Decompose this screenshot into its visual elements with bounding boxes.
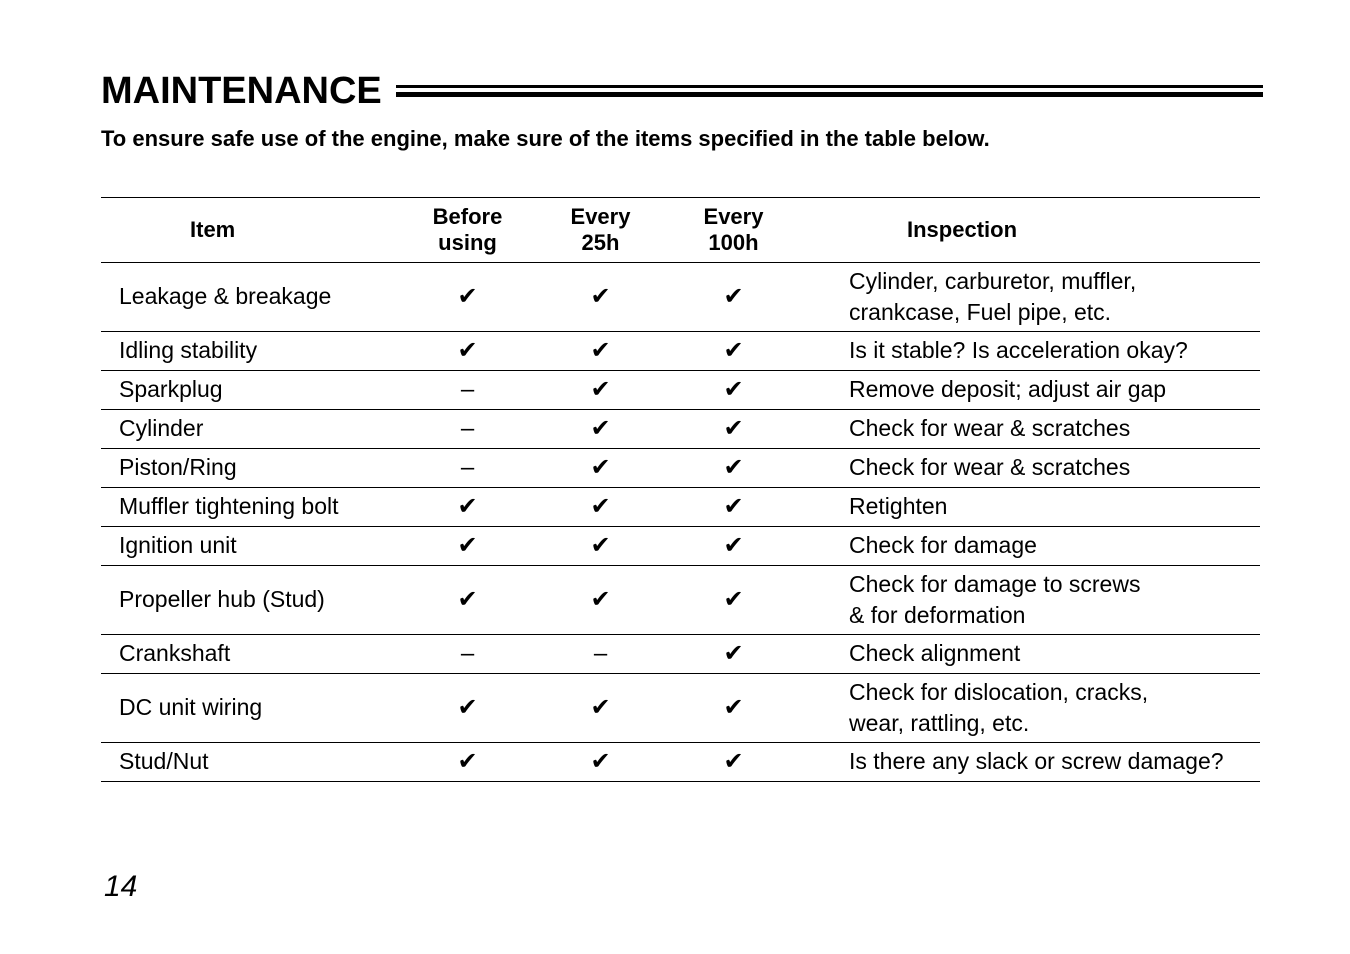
page-number: 14 xyxy=(104,870,138,903)
row-every-100h-mark-cell xyxy=(667,449,800,488)
row-inspection-line: Cylinder, carburetor, muffler, xyxy=(849,267,1137,294)
header-item: Item xyxy=(101,198,401,263)
row-item-name: Muffler tightening bolt xyxy=(101,488,401,527)
row-item-name: Stud/Nut xyxy=(101,743,401,782)
section-title: MAINTENANCE xyxy=(101,69,382,112)
row-before-using-mark: – xyxy=(460,375,475,403)
row-before-using-mark-cell xyxy=(401,566,534,635)
row-every-100h-mark: ✔ xyxy=(723,336,744,364)
table-row xyxy=(101,332,1260,371)
row-item-name: Idling stability xyxy=(101,332,401,371)
row-before-using-mark-cell xyxy=(401,635,534,674)
header-every-25h-line2: 25h xyxy=(581,230,620,255)
row-inspection-line: Is it stable? Is acceleration okay? xyxy=(849,337,1188,364)
row-before-using-mark-cell xyxy=(401,527,534,566)
header-inspection xyxy=(800,198,1260,263)
row-inspection-line: wear, rattling, etc. xyxy=(849,710,1030,736)
row-every-100h-mark-cell xyxy=(667,743,800,782)
row-inspection-line: Check for dislocation, cracks, xyxy=(849,678,1149,705)
header-every-25h xyxy=(534,198,667,263)
title-rule-thin xyxy=(396,85,1263,88)
table-row xyxy=(101,410,1260,449)
row-inspection-line: Remove deposit; adjust air gap xyxy=(849,376,1167,403)
row-inspection xyxy=(800,488,1260,527)
row-every-100h-mark-cell xyxy=(667,527,800,566)
row-every-25h-mark-cell xyxy=(534,527,667,566)
row-every-100h-mark: ✔ xyxy=(723,693,744,721)
maintenance-table xyxy=(101,197,1260,782)
row-every-100h-mark: ✔ xyxy=(723,492,744,520)
row-before-using-mark-cell xyxy=(401,674,534,743)
row-every-25h-mark-cell xyxy=(534,371,667,410)
row-every-100h-mark: ✔ xyxy=(723,747,744,775)
row-item-name: Crankshaft xyxy=(101,635,401,674)
row-before-using-mark-cell xyxy=(401,488,534,527)
row-item-name: Cylinder xyxy=(101,410,401,449)
header-every-100h xyxy=(667,198,800,263)
row-every-25h-mark-cell xyxy=(534,674,667,743)
row-before-using-mark-cell xyxy=(401,743,534,782)
row-inspection-line: Retighten xyxy=(849,493,948,520)
row-every-100h-mark: ✔ xyxy=(723,414,744,442)
row-every-25h-mark-cell xyxy=(534,635,667,674)
table-row xyxy=(101,527,1260,566)
row-before-using-mark: ✔ xyxy=(457,282,478,310)
row-every-100h-mark-cell xyxy=(667,371,800,410)
header-before-using-line1: Before xyxy=(432,203,503,229)
table-row xyxy=(101,263,1260,332)
row-before-using-mark: ✔ xyxy=(457,336,478,364)
row-inspection xyxy=(800,332,1260,371)
row-every-25h-mark: ✔ xyxy=(590,492,611,520)
header-every-25h-line1: Every xyxy=(570,203,631,229)
row-every-100h-mark: ✔ xyxy=(723,282,744,310)
row-every-100h-mark: ✔ xyxy=(723,585,744,613)
row-inspection xyxy=(800,527,1260,566)
row-before-using-mark-cell xyxy=(401,410,534,449)
row-every-25h-mark: ✔ xyxy=(590,375,611,403)
table-row xyxy=(101,488,1260,527)
row-every-100h-mark: ✔ xyxy=(723,639,744,667)
row-every-25h-mark-cell xyxy=(534,263,667,332)
row-before-using-mark-cell xyxy=(401,332,534,371)
title-rule-thick xyxy=(396,92,1263,97)
row-inspection xyxy=(800,635,1260,674)
row-every-100h-mark-cell xyxy=(667,263,800,332)
row-before-using-mark: – xyxy=(460,414,475,442)
row-inspection xyxy=(800,410,1260,449)
row-item-name: Sparkplug xyxy=(101,371,401,410)
row-item-name: Leakage & breakage xyxy=(101,263,401,332)
row-before-using-mark: – xyxy=(460,639,475,667)
row-every-100h-mark-cell xyxy=(667,488,800,527)
row-every-100h-mark: ✔ xyxy=(723,375,744,403)
row-inspection-line: & for deformation xyxy=(849,602,1026,628)
row-every-25h-mark-cell xyxy=(534,488,667,527)
row-inspection-line: Check for wear & scratches xyxy=(849,454,1131,481)
row-before-using-mark: ✔ xyxy=(457,693,478,721)
row-item-name: DC unit wiring xyxy=(101,674,401,743)
row-before-using-mark: – xyxy=(460,453,475,481)
table-row xyxy=(101,635,1260,674)
row-every-100h-mark-cell xyxy=(667,635,800,674)
row-item-name: Piston/Ring xyxy=(101,449,401,488)
row-every-100h-mark: ✔ xyxy=(723,531,744,559)
row-inspection-line: Check for damage to screws xyxy=(849,570,1141,597)
row-inspection-line: crankcase, Fuel pipe, etc. xyxy=(849,299,1112,325)
row-every-25h-mark: ✔ xyxy=(590,453,611,481)
header-before-using-line2: using xyxy=(438,230,497,255)
intro-text: To ensure safe use of the engine, make sure of the items specified in the table below. xyxy=(101,126,990,151)
row-inspection-line: Check for wear & scratches xyxy=(849,415,1131,442)
row-before-using-mark: ✔ xyxy=(457,585,478,613)
row-before-using-mark: ✔ xyxy=(457,492,478,520)
title-double-rule xyxy=(396,85,1263,97)
header-inspection-label: Inspection xyxy=(907,216,1018,242)
row-every-25h-mark: ✔ xyxy=(590,693,611,721)
header-every-100h-line2: 100h xyxy=(708,230,759,255)
row-every-25h-mark-cell xyxy=(534,449,667,488)
row-every-25h-mark-cell xyxy=(534,332,667,371)
row-every-25h-mark-cell xyxy=(534,566,667,635)
row-every-100h-mark-cell xyxy=(667,674,800,743)
row-inspection xyxy=(800,371,1260,410)
row-every-100h-mark: ✔ xyxy=(723,453,744,481)
section-header xyxy=(101,66,1263,116)
table-header-row xyxy=(101,198,1260,263)
row-every-100h-mark-cell xyxy=(667,566,800,635)
row-every-25h-mark: ✔ xyxy=(590,336,611,364)
row-inspection xyxy=(800,743,1260,782)
row-every-25h-mark: ✔ xyxy=(590,747,611,775)
row-inspection xyxy=(800,449,1260,488)
table-row xyxy=(101,674,1260,743)
row-inspection-line: Check alignment xyxy=(849,640,1021,667)
row-every-100h-mark-cell xyxy=(667,332,800,371)
header-before-using xyxy=(401,198,534,263)
row-before-using-mark: ✔ xyxy=(457,747,478,775)
table-row xyxy=(101,449,1260,488)
row-every-25h-mark-cell xyxy=(534,410,667,449)
row-inspection-line: Is there any slack or screw damage? xyxy=(849,748,1224,775)
table-row xyxy=(101,566,1260,635)
row-before-using-mark-cell xyxy=(401,263,534,332)
row-every-25h-mark-cell xyxy=(534,743,667,782)
row-inspection xyxy=(800,263,1260,332)
row-before-using-mark-cell xyxy=(401,371,534,410)
row-inspection xyxy=(800,566,1260,635)
header-every-100h-line1: Every xyxy=(703,203,764,229)
row-inspection-line: Check for damage xyxy=(849,532,1037,559)
table-body xyxy=(101,263,1260,782)
row-before-using-mark: ✔ xyxy=(457,531,478,559)
row-every-25h-mark: – xyxy=(593,639,608,667)
row-inspection xyxy=(800,674,1260,743)
row-every-25h-mark: ✔ xyxy=(590,585,611,613)
row-every-25h-mark: ✔ xyxy=(590,414,611,442)
row-item-name: Propeller hub (Stud) xyxy=(101,566,401,635)
table-row xyxy=(101,371,1260,410)
row-every-100h-mark-cell xyxy=(667,410,800,449)
row-before-using-mark-cell xyxy=(401,449,534,488)
table-row xyxy=(101,743,1260,782)
row-item-name: Ignition unit xyxy=(101,527,401,566)
row-every-25h-mark: ✔ xyxy=(590,531,611,559)
row-every-25h-mark: ✔ xyxy=(590,282,611,310)
